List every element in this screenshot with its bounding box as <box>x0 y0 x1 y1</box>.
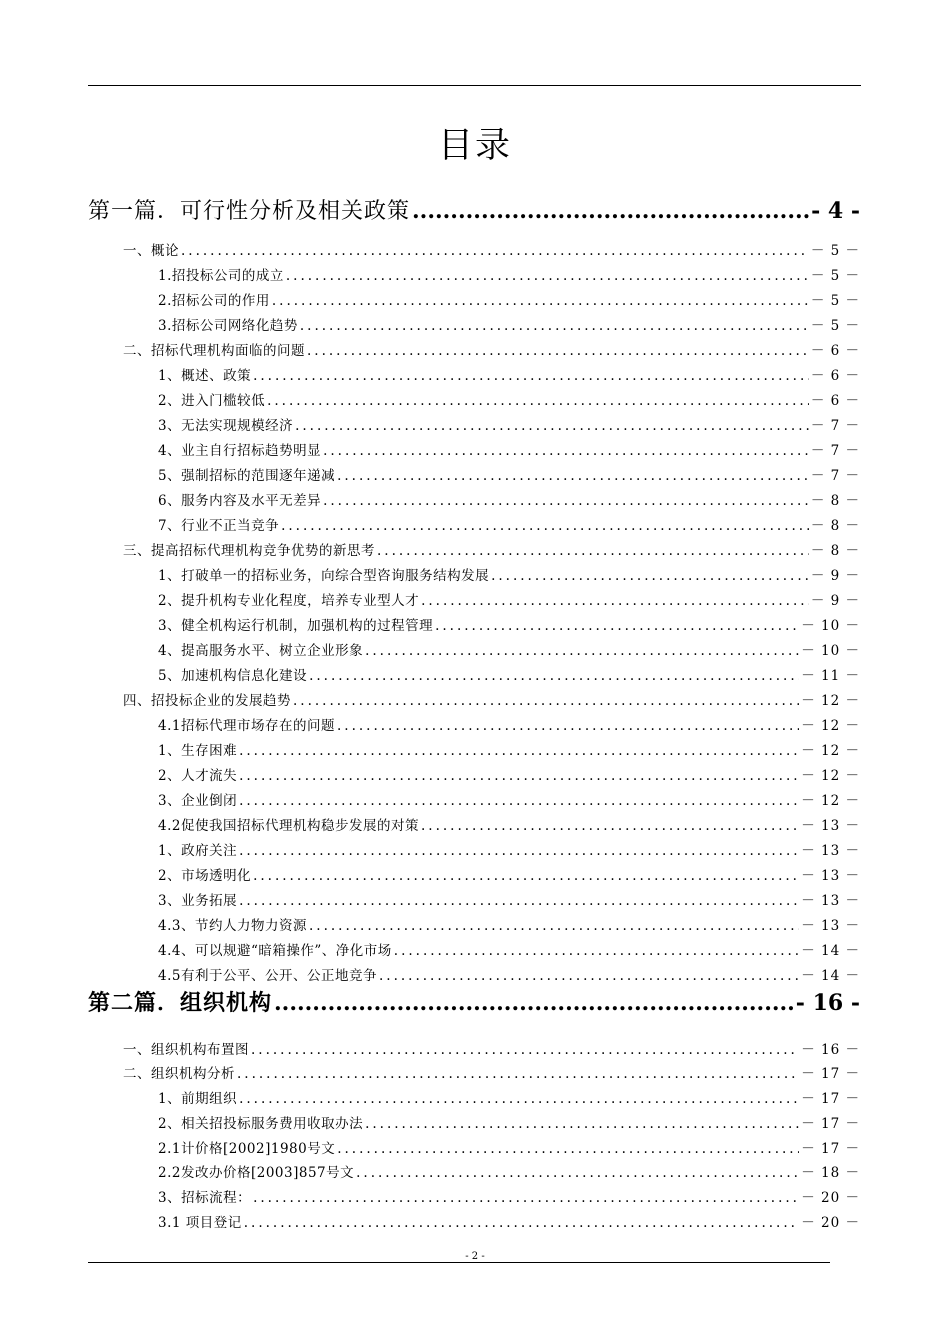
header-rule <box>88 85 861 86</box>
toc-entry[interactable] <box>158 464 860 484</box>
toc-entry[interactable] <box>158 1087 860 1107</box>
toc-entry[interactable] <box>158 389 860 409</box>
toc-entry-page: － 20 － <box>801 1215 860 1231</box>
toc-entry[interactable] <box>158 614 860 634</box>
toc-entry-text: 一、概论 <box>123 243 179 259</box>
toc-leader <box>274 990 794 1016</box>
toc-entry-text: 1、打破单一的招标业务，向综合型咨询服务结构发展 <box>158 568 490 584</box>
toc-leader <box>337 468 809 484</box>
toc-entry-text: 2、相关招投标服务费用收取办法 <box>158 1116 364 1132</box>
toc-entry-text: 4.3、节约人力物力资源 <box>158 918 307 934</box>
toc-entry-page: － 11 － <box>801 668 860 684</box>
toc-entry-page: － 12 － <box>801 768 860 784</box>
toc-entry-page: － 12 － <box>801 743 860 759</box>
toc-entry-page: - 16 - <box>795 990 860 1016</box>
toc-entry-text: 2.2发改办价格[2003]857号文 <box>158 1165 355 1181</box>
toc-entry[interactable] <box>158 314 860 334</box>
toc-leader <box>377 543 809 559</box>
toc-entry-page: － 6 － <box>810 343 860 359</box>
toc-entry-page: － 8 － <box>810 543 860 559</box>
toc-entry[interactable] <box>158 739 860 759</box>
toc-entry-text: 2、提升机构专业化程度，培养专业型人才 <box>158 593 420 609</box>
toc-entry[interactable] <box>158 764 860 784</box>
toc-entry-text: 第二篇．组织机构 <box>88 990 273 1016</box>
toc-entry[interactable] <box>123 1038 860 1058</box>
toc-entry-text: 二、招标代理机构面临的问题 <box>123 343 305 359</box>
toc-entry[interactable] <box>123 1062 860 1082</box>
toc-entry-text: 4、提高服务水平、树立企业形象 <box>158 643 364 659</box>
toc-entry[interactable] <box>158 914 860 934</box>
toc-entry-page: － 14 － <box>801 943 860 959</box>
toc-leader <box>435 618 799 634</box>
toc-entry-page: － 6 － <box>810 393 860 409</box>
toc-leader <box>251 1042 799 1058</box>
toc-leader <box>365 1116 799 1132</box>
toc-leader <box>293 693 799 709</box>
page-title: 目录 <box>437 126 512 166</box>
toc-entry-text: 一、组织机构布置图 <box>123 1042 249 1058</box>
toc-entry[interactable] <box>123 689 860 709</box>
toc-leader <box>239 793 799 809</box>
toc-leader <box>239 843 799 859</box>
toc-entry[interactable] <box>158 1137 860 1157</box>
toc-entry-page: － 5 － <box>810 293 860 309</box>
toc-entry-text: 4.5有利于公平、公开、公正地竞争 <box>158 968 377 984</box>
toc-leader <box>239 743 799 759</box>
toc-leader <box>286 268 809 284</box>
toc-entry-page: － 12 － <box>801 718 860 734</box>
toc-entry[interactable] <box>158 864 860 884</box>
toc-entry-text: 6、服务内容及水平无差异 <box>158 493 322 509</box>
toc-entry[interactable] <box>158 789 860 809</box>
toc-leader <box>412 198 809 224</box>
toc-leader <box>181 243 809 259</box>
toc-leader <box>365 643 799 659</box>
toc-entry[interactable] <box>158 939 860 959</box>
toc-entry[interactable] <box>158 1186 860 1206</box>
toc-entry-text: 3、无法实现规模经济 <box>158 418 294 434</box>
toc-leader <box>337 718 799 734</box>
toc-entry-text: 2.招标公司的作用 <box>158 293 270 309</box>
toc-leader <box>356 1165 799 1181</box>
toc-entry-text: 3、健全机构运行机制，加强机构的过程管理 <box>158 618 434 634</box>
toc-leader <box>394 943 799 959</box>
toc-leader <box>237 1066 799 1082</box>
toc-entry-page: － 8 － <box>810 518 860 534</box>
toc-entry-text: 3.1 项目登记 <box>158 1215 242 1231</box>
toc-leader <box>307 343 809 359</box>
toc-leader <box>491 568 809 584</box>
toc-leader <box>281 518 809 534</box>
toc-entry-text: 7、行业不正当竞争 <box>158 518 280 534</box>
toc-leader <box>267 393 809 409</box>
toc-entry-page: － 17 － <box>801 1066 860 1082</box>
toc-entry-page: － 10 － <box>801 643 860 659</box>
toc-entry-text: 3.招标公司网络化趋势 <box>158 318 298 334</box>
toc-leader <box>244 1215 799 1231</box>
toc-entry[interactable] <box>158 439 860 459</box>
toc-entry-text: 4、业主自行招标趋势明显 <box>158 443 322 459</box>
toc-entry-page: － 5 － <box>810 268 860 284</box>
toc-entry[interactable] <box>158 564 860 584</box>
toc-entry-page: － 17 － <box>801 1091 860 1107</box>
toc-entry[interactable] <box>88 986 860 1017</box>
toc-entry[interactable] <box>158 714 860 734</box>
toc-entry-page: － 20 － <box>801 1190 860 1206</box>
toc-entry-text: 1、政府关注 <box>158 843 238 859</box>
toc-entry-page: － 8 － <box>810 493 860 509</box>
toc-entry-text: 2、进入门槛较低 <box>158 393 266 409</box>
toc-entry-page: － 13 － <box>801 893 860 909</box>
toc-leader <box>295 418 809 434</box>
toc-entry[interactable] <box>158 814 860 834</box>
toc-leader <box>239 1091 799 1107</box>
toc-leader <box>421 593 809 609</box>
toc-entry-page: － 6 － <box>810 368 860 384</box>
toc-entry[interactable] <box>158 414 860 434</box>
toc-entry-page: － 17 － <box>801 1141 860 1157</box>
toc-entry[interactable] <box>158 964 860 984</box>
toc-entry-page: － 13 － <box>801 818 860 834</box>
toc-entry-text: 4.1招标代理市场存在的问题 <box>158 718 335 734</box>
toc-entry-text: 1、概述、政策 <box>158 368 252 384</box>
toc-entry-text: 2.1计价格[2002]1980号文 <box>158 1141 336 1157</box>
toc-entry-page: － 18 － <box>801 1165 860 1181</box>
toc-entry[interactable] <box>158 839 860 859</box>
toc-entry[interactable] <box>158 289 860 309</box>
toc-leader <box>323 493 809 509</box>
toc-leader <box>253 1190 799 1206</box>
toc-leader <box>421 818 799 834</box>
toc-leader <box>300 318 809 334</box>
toc-entry-page: － 12 － <box>801 793 860 809</box>
toc-entry-text: 4.2促使我国招标代理机构稳步发展的对策 <box>158 818 419 834</box>
toc-entry[interactable] <box>158 514 860 534</box>
toc-entry-page: － 16 － <box>801 1042 860 1058</box>
toc-entry-text: 2、市场透明化 <box>158 868 252 884</box>
toc-entry-page: － 5 － <box>810 318 860 334</box>
toc-entry-page: － 13 － <box>801 868 860 884</box>
toc-entry-page: － 10 － <box>801 618 860 634</box>
toc-entry[interactable] <box>158 639 860 659</box>
toc-leader <box>239 768 799 784</box>
toc-entry[interactable] <box>158 1161 860 1181</box>
toc-entry-page: － 7 － <box>810 418 860 434</box>
toc-entry-text: 3、业务拓展 <box>158 893 238 909</box>
toc-entry-text: 1、前期组织 <box>158 1091 238 1107</box>
toc-entry[interactable] <box>158 264 860 284</box>
toc-entry-page: － 12 － <box>801 693 860 709</box>
toc-entry[interactable] <box>158 889 860 909</box>
toc-leader <box>239 893 799 909</box>
toc-entry-text: 3、招标流程： <box>158 1190 252 1206</box>
toc-entry-text: 1.招投标公司的成立 <box>158 268 284 284</box>
toc-entry-page: － 13 － <box>801 843 860 859</box>
toc-entry-page: － 9 － <box>810 568 860 584</box>
toc-entry-text: 1、生存困难 <box>158 743 238 759</box>
toc-entry-text: 第一篇．可行性分析及相关政策 <box>88 199 411 224</box>
page-number <box>0 1251 950 1263</box>
toc-leader <box>323 443 809 459</box>
toc-entry-page: － 17 － <box>801 1116 860 1132</box>
toc-entry-page: － 5 － <box>810 243 860 259</box>
toc-entry[interactable] <box>123 339 860 359</box>
toc-leader <box>253 868 799 884</box>
toc-entry-page: － 9 － <box>810 593 860 609</box>
page-number-label: - 2 - <box>465 1251 485 1262</box>
toc-entry-page: － 13 － <box>801 918 860 934</box>
toc-entry[interactable] <box>123 539 860 559</box>
toc-entry[interactable] <box>158 1112 860 1132</box>
toc-entry-text: 四、招投标企业的发展趋势 <box>123 693 291 709</box>
toc-entry-text: 二、组织机构分析 <box>123 1066 235 1082</box>
toc-entry-page: － 14 － <box>801 968 860 984</box>
toc-entry[interactable] <box>88 194 860 225</box>
toc-entry-page: － 7 － <box>810 443 860 459</box>
toc-entry[interactable] <box>158 1211 860 1231</box>
toc-entry-text: 5、强制招标的范围逐年递减 <box>158 468 336 484</box>
toc-entry-text: 5、加速机构信息化建设 <box>158 668 308 684</box>
toc-entry-page: - 4 - <box>811 198 860 224</box>
toc-entry[interactable] <box>158 364 860 384</box>
toc-entry-text: 2、人才流失 <box>158 768 238 784</box>
toc-entry-page: － 7 － <box>810 468 860 484</box>
toc-leader <box>309 668 799 684</box>
toc-entry[interactable] <box>158 664 860 684</box>
toc-leader <box>337 1141 799 1157</box>
toc-entry[interactable] <box>158 589 860 609</box>
toc-entry[interactable] <box>123 239 860 259</box>
toc-leader <box>309 918 799 934</box>
toc-entry-text: 3、企业倒闭 <box>158 793 238 809</box>
toc-leader <box>379 968 799 984</box>
toc-entry-text: 4.4、可以规避“暗箱操作”、净化市场 <box>158 943 392 959</box>
toc-leader <box>272 293 809 309</box>
toc-leader <box>253 368 809 384</box>
toc-entry-text: 三、提高招标代理机构竞争优势的新思考 <box>123 543 375 559</box>
toc-entry[interactable] <box>158 489 860 509</box>
